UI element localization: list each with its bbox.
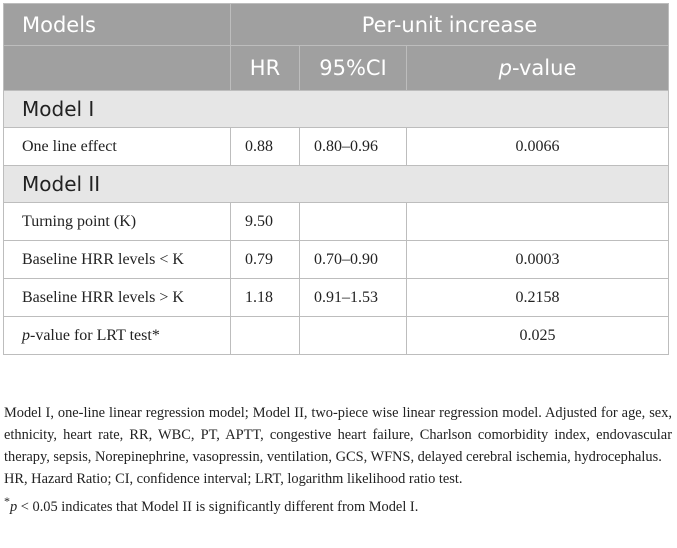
header-blank	[4, 46, 231, 91]
table-footnotes	[4, 402, 672, 518]
hr-cell	[231, 317, 300, 355]
table-row-lrt	[4, 317, 669, 355]
header-row-1	[4, 4, 669, 46]
p-cell: 0.0003	[407, 241, 669, 279]
results-table	[3, 3, 669, 355]
section-model-1	[4, 91, 669, 128]
footnote-significance: *p < 0.05 indicates that Model II is significantly different from Model I.	[4, 494, 419, 515]
header-row-2	[4, 46, 669, 91]
section-model-2	[4, 166, 669, 203]
models-header: Models	[4, 4, 231, 46]
footnote-models: Model I, one-line linear regression model; Model II, two-piece wise linear regression model. Adjusted for age, sex, ethnicity, heart rate, RR, WBC, PT, APTT, congestive heart failure, Charlson comorbidity index, endovascular therapy, sepsis, Norepinephrine, vasopressin, ventilation, GCS, WFNS, delayed cerebral ischemia, hydrocephalus.	[4, 405, 672, 465]
ci-cell: 0.80–0.96	[300, 128, 407, 166]
table-row	[4, 128, 669, 166]
p-value-header: p-value	[407, 46, 669, 91]
row-label: Turning point (K)	[4, 203, 231, 241]
p-cell: 0.2158	[407, 279, 669, 317]
hr-cell: 9.50	[231, 203, 300, 241]
p-cell: 0.0066	[407, 128, 669, 166]
ci-header: 95%CI	[300, 46, 407, 91]
ci-cell	[300, 317, 407, 355]
row-label: p-value for LRT test*	[4, 317, 231, 355]
table-row	[4, 241, 669, 279]
table-row	[4, 203, 669, 241]
p-cell	[407, 203, 669, 241]
ci-cell	[300, 203, 407, 241]
ci-cell: 0.70–0.90	[300, 241, 407, 279]
hr-cell: 1.18	[231, 279, 300, 317]
p-cell: 0.025	[407, 317, 669, 355]
row-label: One line effect	[4, 128, 231, 166]
hr-cell: 0.88	[231, 128, 300, 166]
row-label: Baseline HRR levels < K	[4, 241, 231, 279]
table-row	[4, 279, 669, 317]
row-label: Baseline HRR levels > K	[4, 279, 231, 317]
hr-header: HR	[231, 46, 300, 91]
section-title: Model I	[4, 91, 669, 128]
section-title: Model II	[4, 166, 669, 203]
footnote-abbreviations: HR, Hazard Ratio; CI, confidence interval; LRT, logarithm likelihood ratio test.	[4, 471, 463, 487]
per-unit-header: Per-unit increase	[231, 4, 669, 46]
hr-cell: 0.79	[231, 241, 300, 279]
ci-cell: 0.91–1.53	[300, 279, 407, 317]
